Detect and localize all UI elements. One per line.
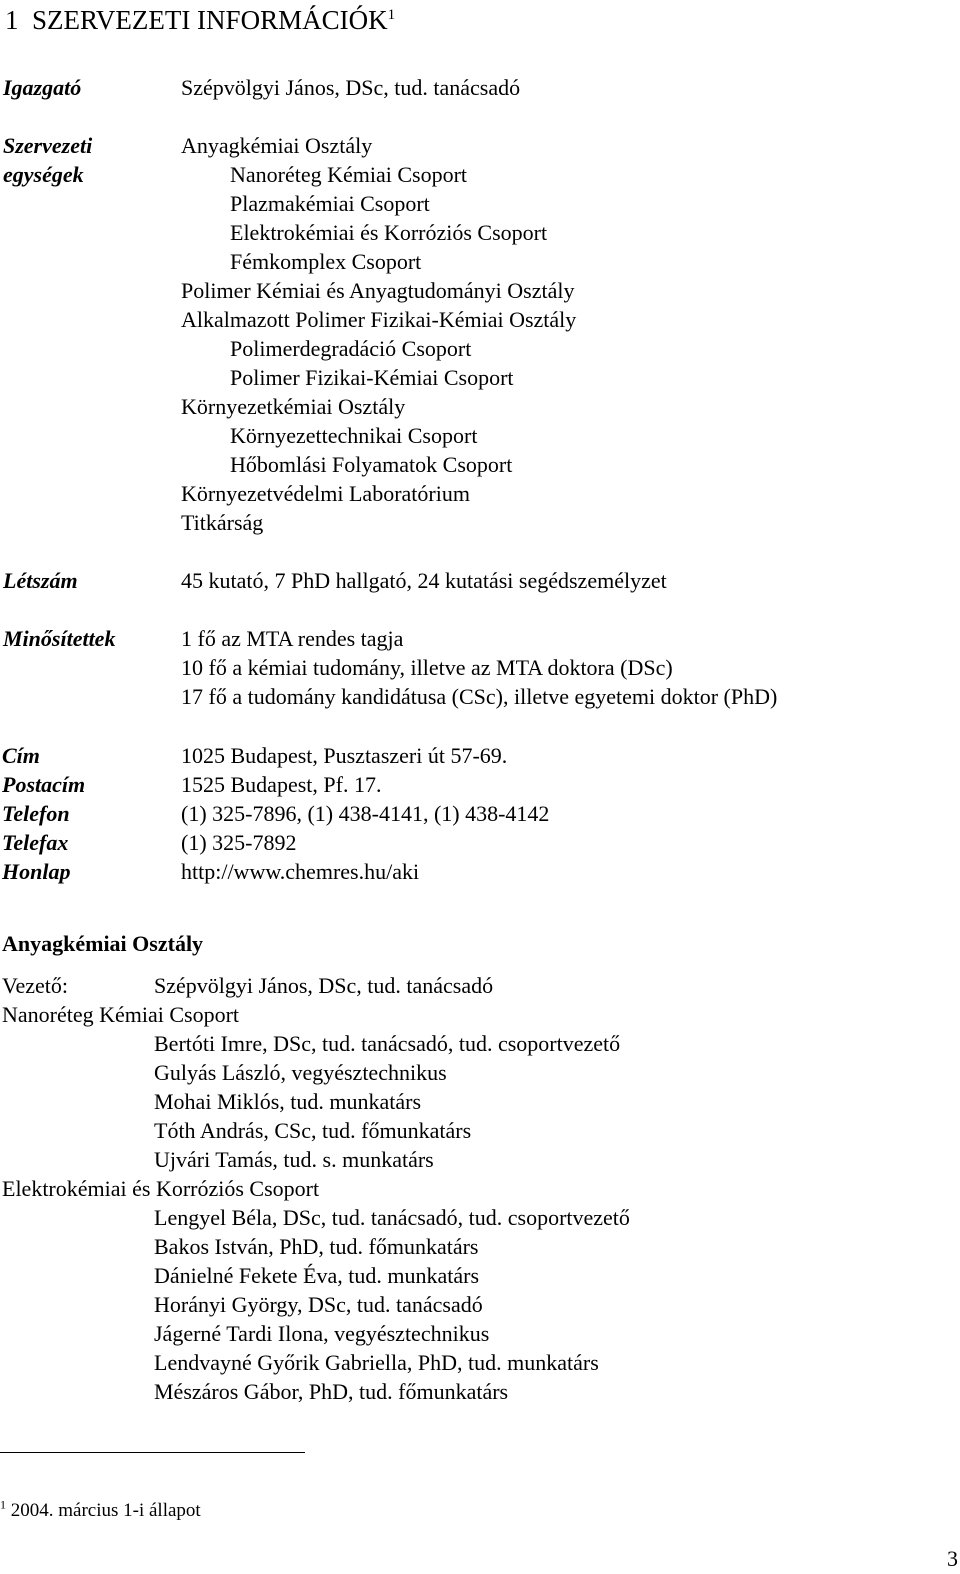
head-value: Szépvölgyi János, DSc, tud. tanácsadó xyxy=(154,973,494,998)
unit-item: Plazmakémiai Csoport xyxy=(230,191,430,216)
units-label-line1: Szervezeti xyxy=(3,133,93,158)
director-label: Igazgató xyxy=(3,75,82,100)
unit-item: Fémkomplex Csoport xyxy=(230,249,422,274)
group-name: Nanoréteg Kémiai Csoport xyxy=(2,1002,240,1027)
member-item: Lengyel Béla, DSc, tud. tanácsadó, tud. csoportvezető xyxy=(154,1205,630,1230)
footnote xyxy=(0,1496,201,1525)
fax-value: (1) 325-7892 xyxy=(181,830,297,855)
address-value: 1025 Budapest, Pusztaszeri út 57-69. xyxy=(181,743,508,768)
director-value: Szépvölgyi János, DSc, tud. tanácsadó xyxy=(181,75,521,100)
phone-value: (1) 325-7896, (1) 438-4141, (1) 438-4142 xyxy=(181,801,550,826)
staff-count-label: Létszám xyxy=(3,568,78,593)
member-item: Bakos István, PhD, tud. főmunkatárs xyxy=(154,1234,479,1259)
postal-address-label: Postacím xyxy=(2,772,86,797)
unit-item: Környezettechnikai Csoport xyxy=(230,423,478,448)
member-item: Mészáros Gábor, PhD, tud. főmunkatárs xyxy=(154,1379,509,1404)
heading-title: SZERVEZETI INFORMÁCIÓK xyxy=(32,5,388,35)
staff-count-value: 45 kutató, 7 PhD hallgató, 24 kutatási segédszemélyzet xyxy=(181,568,667,593)
qualified-line: 17 fő a tudomány kandidátusa (CSc), illetve egyetemi doktor (PhD) xyxy=(181,684,778,709)
member-item: Jágerné Tardi Ilona, vegyésztechnikus xyxy=(154,1321,490,1346)
units-label-line2: egységek xyxy=(3,162,84,187)
unit-item: Titkárság xyxy=(181,510,264,535)
member-item: Dánielné Fekete Éva, tud. munkatárs xyxy=(154,1263,480,1288)
unit-item: Polimerdegradáció Csoport xyxy=(230,336,472,361)
qualified-line: 1 fő az MTA rendes tagja xyxy=(181,626,404,651)
phone-label: Telefon xyxy=(2,801,70,826)
fax-label: Telefax xyxy=(2,830,69,855)
page-number: 3 xyxy=(947,1546,958,1571)
unit-item: Környezetkémiai Osztály xyxy=(181,394,406,419)
unit-item: Nanoréteg Kémiai Csoport xyxy=(230,162,468,187)
member-item: Mohai Miklós, tud. munkatárs xyxy=(154,1089,422,1114)
member-item: Bertóti Imre, DSc, tud. tanácsadó, tud. csoportvezető xyxy=(154,1031,621,1056)
unit-item: Polimer Kémiai és Anyagtudományi Osztály xyxy=(181,278,575,303)
member-item: Tóth András, CSc, tud. főmunkatárs xyxy=(154,1118,472,1143)
unit-item: Környezetvédelmi Laboratórium xyxy=(181,481,470,506)
address-label: Cím xyxy=(2,743,40,768)
section-heading xyxy=(5,2,395,38)
unit-item: Anyagkémiai Osztály xyxy=(181,133,373,158)
department-title: Anyagkémiai Osztály xyxy=(2,931,204,956)
member-item: Ujvári Tamás, tud. s. munkatárs xyxy=(154,1147,434,1172)
unit-item: Hőbomlási Folyamatok Csoport xyxy=(230,452,513,477)
unit-item: Alkalmazott Polimer Fizikai-Kémiai Osztály xyxy=(181,307,577,332)
homepage-link[interactable]: http://www.chemres.hu/aki xyxy=(181,859,420,884)
group-name: Elektrokémiai és Korróziós Csoport xyxy=(2,1176,320,1201)
head-label: Vezető: xyxy=(2,973,68,998)
member-item: Horányi György, DSc, tud. tanácsadó xyxy=(154,1292,483,1317)
footnote-text: 2004. március 1-i állapot xyxy=(10,1500,201,1521)
footnote-separator xyxy=(0,1452,305,1453)
unit-item: Polimer Fizikai-Kémiai Csoport xyxy=(230,365,514,390)
member-item: Lendvayné Győrik Gabriella, PhD, tud. munkatárs xyxy=(154,1350,599,1375)
member-item: Gulyás László, vegyésztechnikus xyxy=(154,1060,447,1085)
unit-item: Elektrokémiai és Korróziós Csoport xyxy=(230,220,548,245)
postal-address-value: 1525 Budapest, Pf. 17. xyxy=(181,772,382,797)
footnote-number: 1 xyxy=(0,1497,6,1512)
heading-number: 1 xyxy=(5,5,19,35)
qualified-line: 10 fő a kémiai tudomány, illetve az MTA doktora (DSc) xyxy=(181,655,673,680)
qualified-label: Minősítettek xyxy=(3,626,116,651)
heading-footnote-ref: 1 xyxy=(387,7,396,23)
homepage-label: Honlap xyxy=(2,859,71,884)
